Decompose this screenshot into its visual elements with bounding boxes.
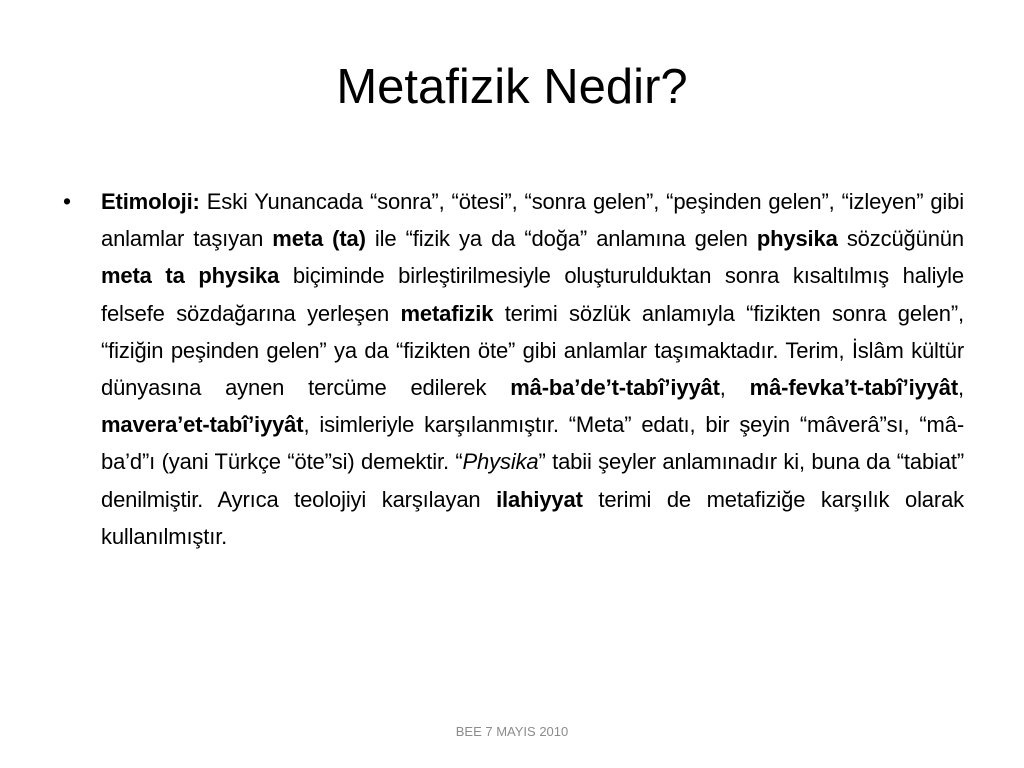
paragraph-text: , isimleriyle karşılanmıştır. “Meta” edatı, bir şeyin “mâverâ”sı, “mâ-ba’d”ı (yani Türkçe “öte”si) demektir. “ xyxy=(101,412,964,475)
term-physika-italic: Physika xyxy=(462,449,539,475)
slide-title: Metafizik Nedir? xyxy=(336,60,688,114)
bullet-icon: • xyxy=(63,188,72,214)
paragraph-label: Etimoloji: xyxy=(101,189,200,214)
term-ilahiyyat: ilahiyyat xyxy=(496,486,583,512)
term-mavera-et-tabiiyyat: mavera’et-tabî’iyyât xyxy=(101,412,304,438)
term-ma-fevka-t-tabiiyyat: mâ-fevka’t-tabî’iyyât xyxy=(749,375,959,401)
term-physika: physika xyxy=(756,226,838,252)
term-ma-bade-t-tabiiyyat: mâ-ba’de’t-tabî’iyyât xyxy=(510,375,720,401)
paragraph-text: sözcüğünün xyxy=(837,226,964,252)
term-metafizik: metafizik xyxy=(400,300,494,326)
term-meta-ta: meta (ta) xyxy=(272,226,366,252)
paragraph-text: biçiminde birleştirilmesiyle oluşturulduktan sonra kısaltılmış haliyle felsefe sözdağarına yerleşen xyxy=(101,263,964,326)
paragraph-text: ile “fizik ya da “doğa” anlamına gelen xyxy=(365,226,757,252)
paragraph-text: ” tabii şeyler anlamınadır ki, buna da “tabiat” denilmiştir. Ayrıca teolojiyi karşılayan xyxy=(101,449,964,512)
bullet-item xyxy=(60,183,964,555)
term-meta-ta-physika: meta ta physika xyxy=(101,263,280,289)
slide-footer: BEE 7 MAYIS 2010 xyxy=(455,724,569,739)
paragraph-text: Eski Yunancada “sonra”, “ötesi”, “sonra gelen”, “peşinden gelen”, “izleyen” gibi anlamlar taşıyan xyxy=(101,189,964,252)
bullet-paragraph xyxy=(101,183,964,555)
slide-content xyxy=(60,183,964,555)
paragraph-text: , xyxy=(719,375,750,401)
paragraph-text: terimi de metafiziğe karşılık olarak kullanılmıştır. xyxy=(101,486,964,549)
paragraph-text: terimi sözlük anlamıyla “fizikten sonra gelen”, “fiziğin peşinden gelen” ya da “fizikten öte” gibi anlamlar taşımaktadır. Terim, İslâm kültür dünyasına aynen tercüme edilerek xyxy=(101,300,964,401)
paragraph-text: , xyxy=(958,375,964,401)
